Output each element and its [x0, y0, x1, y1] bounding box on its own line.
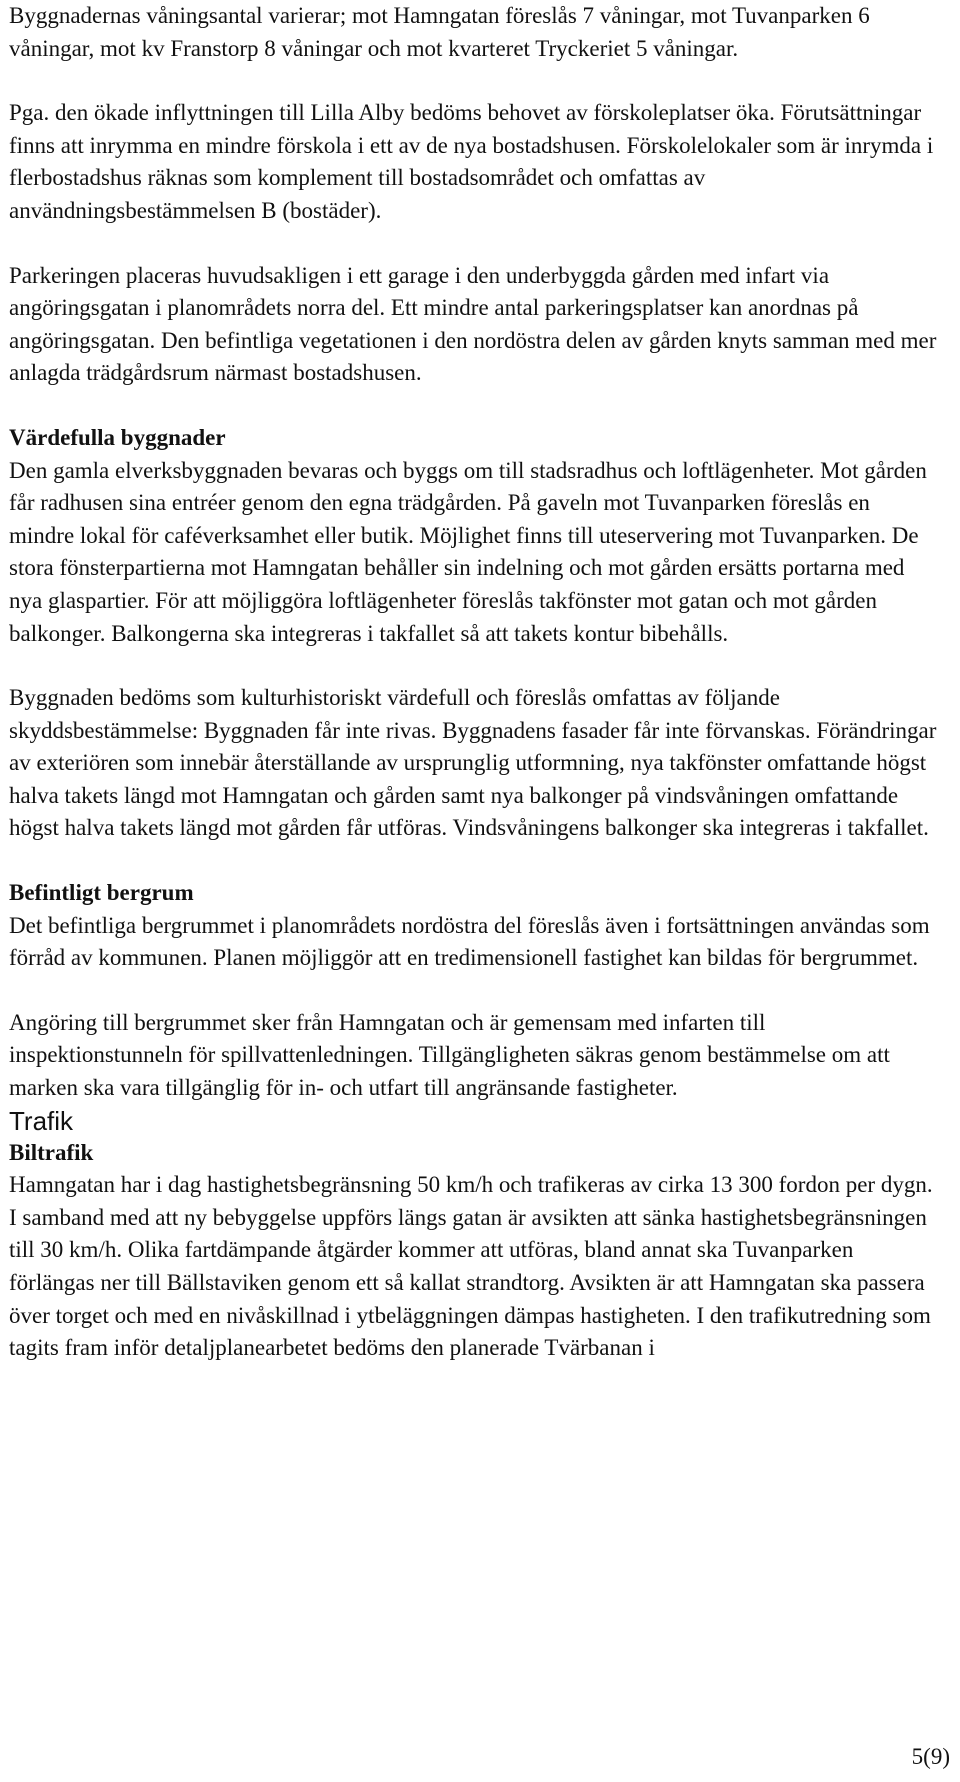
paragraph-angoring: Angöring till bergrummet sker från Hamngatan och är gemensam med infarten till inspektionstunneln för spillvattenledningen. Tillgängligheten säkras genom bestämmelse om att marken ska vara tillgänglig för in- och utfart till angränsande fastigheter. [9, 1009, 890, 1101]
heading-trafik: Trafik [9, 1105, 74, 1136]
paragraph-parkering: Parkeringen placeras huvudsakligen i ett garage i den underbyggda gården med infart via angöringsgatan i planområdets norra del. Ett mindre antal parkeringsplatser kan anordnas på angöringsgatan. Den befintliga vegetationen i den nordöstra delen av gården knyts samman med mer anlagda trädgårdsrum närmast bostadshusen. [9, 262, 937, 386]
heading-biltrafik: Biltrafik [9, 1139, 94, 1165]
paragraph-forskola: Pga. den ökade inflyttningen till Lilla Alby bedöms behovet av förskoleplatser öka. Förutsättningar finns att inrymma en mindre förskola i ett av de nya bostadshusen. Förskolelokaler som är inrymda i flerbostadshus räknas som komplement till bostadsområdet och omfattas av användningsbestämmelsen B (bostäder). [9, 100, 934, 223]
page-number: 5(9) [911, 1744, 950, 1769]
paragraph-bergrummet: Det befintliga bergrummet i planområdets nordöstra del föreslås även i fortsättningen användas som förråd av kommunen. Planen möjliggör att en tredimensionell fastighet kan bildas för bergrummet. [9, 912, 930, 971]
paragraph-elverksbyggnaden: Den gamla elverksbyggnaden bevaras och byggs om till stadsradhus och loftlägenheter. Mot gården får radhusen sina entréer genom den egna trädgården. På gaveln mot Tuvanparken föreslås en mindre lokal för caféverksamhet eller butik. Möjlighet finns till uteservering mot Tuvanparken. De stora fönsterpartierna mot Hamngatan behåller sin indelning och mot gården ersätts portarna med nya glaspartier. För att möjliggöra loftlägenheter föreslås takfönster mot gatan och mot gården balkonger. Balkongerna ska integreras i takfallet så att takets kontur bibehålls. [9, 457, 927, 646]
document-page [9, 0, 939, 1365]
paragraph-vaningsantal: Byggnadernas våningsantal varierar; mot Hamngatan föreslås 7 våningar, mot Tuvanparken 6 våningar, mot kv Franstorp 8 våningar och mot kvarteret Tryckeriet 5 våningar. [9, 3, 870, 61]
heading-befintligt-bergrum: Befintligt bergrum [9, 880, 194, 906]
heading-vardefulla-byggnader: Värdefulla byggnader [9, 424, 226, 450]
paragraph-hamngatan: Hamngatan har i dag hastighetsbegränsning 50 km/h och trafikeras av cirka 13 300 fordon per dygn. I samband med att ny bebyggelse uppförs längs gatan är avsikten att sänka hastighetsbegränsningen till 30 km/h. Olika fartdämpande åtgärder kommer att utföras, bland annat ska Tuvanparken förlängas ner till Bällstaviken genom ett så kallat strandtorg. Avsikten är att Hamngatan ska passera över torget och med en nivåskillnad i ytbeläggningen dämpas hastigheten. I den trafikutredning som tagits fram inför detaljplanearbetet bedöms den planerade Tvärbanan i [9, 1172, 933, 1361]
paragraph-skyddsbestammelse: Byggnaden bedöms som kulturhistoriskt värdefull och föreslås omfattas av följande skyddsbestämmelse: Byggnaden får inte rivas. Byggnadens fasader får inte förvanskas. Förändringar av exteriören som innebär återställande av ursprunglig utformning, nya takfönster omfattande högst halva takets längd mot Hamngatan och gården samt nya balkonger på vindsvåningen omfattande högst halva takets längd mot gården får utföras. Vindsvåningens balkonger ska integreras i takfallet. [9, 685, 937, 841]
